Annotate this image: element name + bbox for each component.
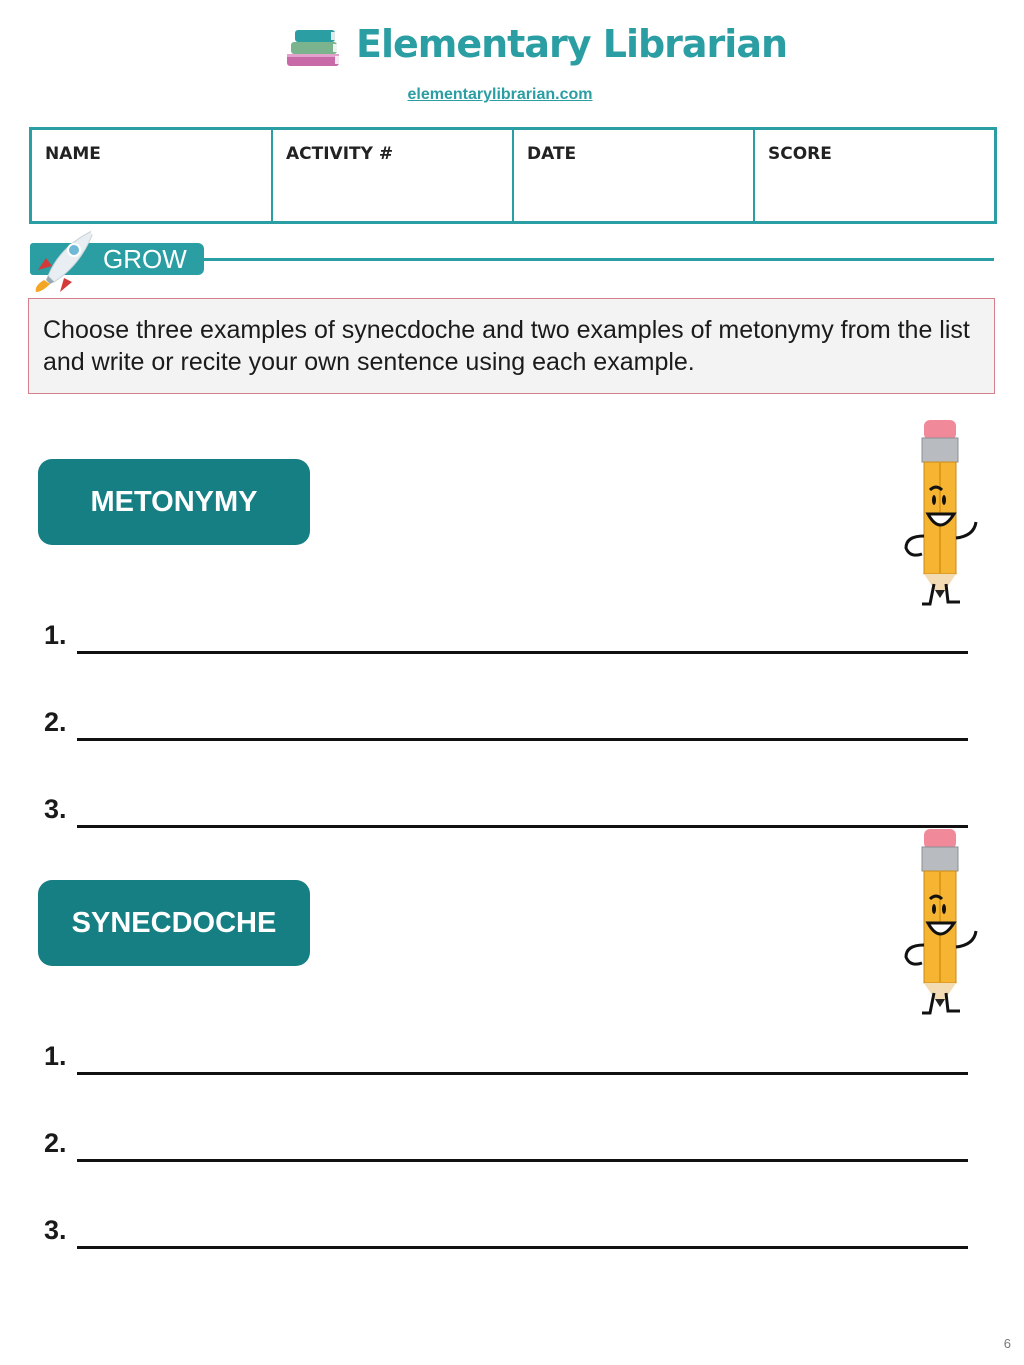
metonymy-answer-2[interactable] [44, 707, 968, 741]
synecdoche-answer-3[interactable] [44, 1215, 968, 1249]
line-number: 1. [44, 1041, 67, 1071]
site-link[interactable]: elementarylibrarian.com [407, 86, 593, 103]
line-number: 2. [44, 1128, 67, 1158]
synecdoche-header: SYNECDOCHE [38, 880, 310, 966]
info-table [29, 127, 997, 224]
line-number: 3. [44, 794, 67, 824]
books-logo-icon [281, 24, 347, 74]
answer-line[interactable] [77, 1246, 968, 1249]
answer-line[interactable] [77, 1159, 968, 1162]
rocket-icon [30, 226, 100, 294]
metonymy-header: METONYMY [38, 459, 310, 545]
date-cell[interactable]: DATE [514, 130, 755, 221]
synecdoche-answer-2[interactable] [44, 1128, 968, 1162]
activity-cell[interactable]: ACTIVITY # [273, 130, 514, 221]
answer-line[interactable] [77, 825, 968, 828]
pencil-mascot-icon [900, 827, 984, 1019]
brand-title: Elementary Librarian [356, 22, 788, 66]
grow-divider [200, 258, 994, 261]
answer-line[interactable] [77, 1072, 968, 1075]
synecdoche-answer-1[interactable] [44, 1041, 968, 1075]
metonymy-answer-1[interactable] [44, 620, 968, 654]
instructions-box: Choose three examples of synecdoche and two examples of metonymy from the list and write or recite your own sentence using each example. [28, 298, 995, 394]
line-number: 2. [44, 707, 67, 737]
name-cell[interactable]: NAME [32, 130, 273, 221]
grow-label: GROW [103, 244, 187, 274]
answer-line[interactable] [77, 738, 968, 741]
score-cell[interactable]: SCORE [768, 144, 832, 164]
line-number: 3. [44, 1215, 67, 1245]
line-number: 1. [44, 620, 67, 650]
answer-line[interactable] [77, 651, 968, 654]
metonymy-answer-3[interactable] [44, 794, 968, 828]
page-number: 6 [1003, 1336, 1011, 1351]
pencil-mascot-icon [900, 418, 984, 610]
